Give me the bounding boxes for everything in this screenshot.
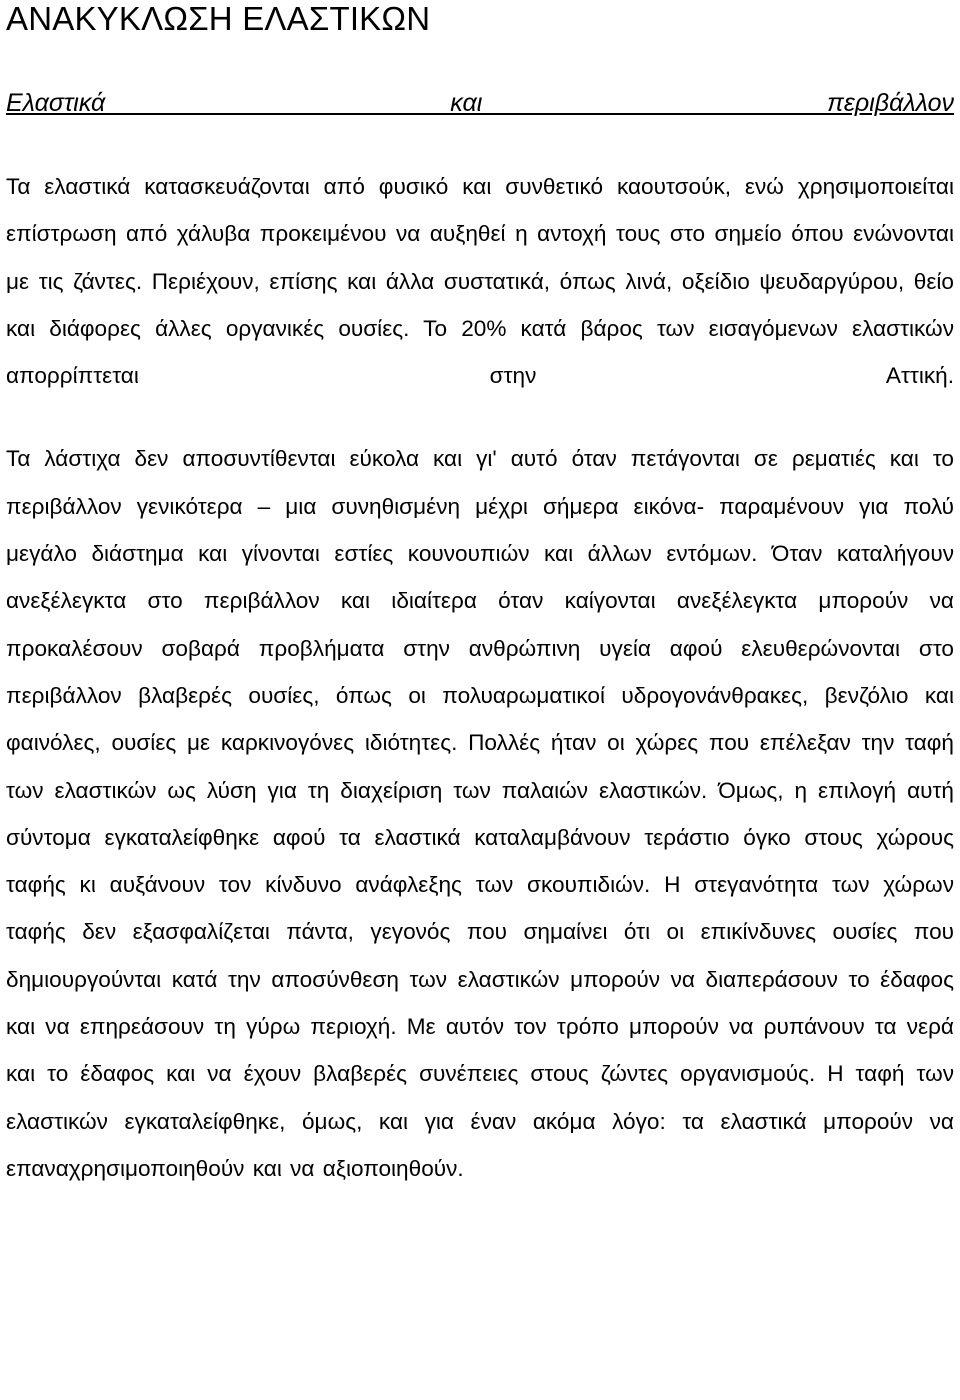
paragraph-environmental-impact: Τα λάστιχα δεν αποσυντίθενται εύκολα και γι' αυτό όταν πετάγονται σε ρεματιές και το περιβάλλον γενικότερα – μια συνηθισμένη μέχρι σήμερα εικόνα- παραμένουν για πολύ μεγάλο διάστημα και γίνονται εστίες κουνουπιών και άλλων εντόμων. Όταν καταλήγουν ανεξέλεγκτα στο περιβάλλον και ιδιαίτερα όταν καίγονται ανεξέλεγκτα μπορούν να προκαλέσουν σοβαρά προβλήματα στην ανθρώπινη υγεία αφού ελευθερώνονται στο περιβάλλον βλαβερές ουσίες, όπως οι πολυαρωματικοί υδρογονάνθρακες, βενζόλιο και φαινόλες, ουσίες με καρκινογόνες ιδιότητες. Πολλές ήταν οι χώρες που επέλεξαν την ταφή των ελαστικών ως λύση για τη διαχείριση των παλαιών ελαστικών. Όμως, η επιλογή αυτή σύντομα εγκαταλείφθηκε αφού τα ελαστικά καταλαμβάνουν τεράστιο όγκο στους χώρους ταφής κι αυξάνουν τον κίνδυνο ανάφλεξης των σκουπιδιών. Η στεγανότητα των χώρων ταφής δεν εξασφαλίζεται πάντα, γεγονός που σημαίνει ότι οι επικίνδυνες ουσίες που δημιουργούνται κατά την αποσύνθεση των ελαστικών μπορούν να διαπεράσουν το έδαφος και να επηρεάσουν τη γύρω περιοχή. Με αυτόν τον τρόπο μπορούν να ρυπάνουν τα νερά και το έδαφος και να έχουν βλαβερές συνέπειες στους ζώντες οργανισμούς. Η ταφή των ελαστικών εγκαταλείφθηκε, όμως, και για έναν ακόμα λόγο: τα ελαστικά μπορούν να επαναχρησιμοποιηθούν και να αξιοποιηθούν. xyxy=(6,446,954,1181)
document-body xyxy=(6,0,954,1192)
paragraph-composition: Τα ελαστικά κατασκευάζονται από φυσικό και συνθετικό καουτσούκ, ενώ χρησιμοποιείται επίστρωση από χάλυβα προκειμένου να αυξηθεί η αντοχή τους στο σημείο όπου ενώνονται με τις ζάντες. Περιέχουν, επίσης και άλλα συστατικά, όπως λινά, οξείδιο ψευδαργύρου, θείο και διάφορες άλλες οργανικές ουσίες. Το 20% κατά βάρος των εισαγόμενων ελαστικών απορρίπτεται στην Αττική. xyxy=(6,174,954,389)
document-title: ΑΝΑΚΥΚΛΩΣΗ ΕΛΑΣΤΙΚΩΝ xyxy=(6,0,431,37)
section-subtitle: Ελαστικά και περιβάλλον xyxy=(6,89,954,117)
